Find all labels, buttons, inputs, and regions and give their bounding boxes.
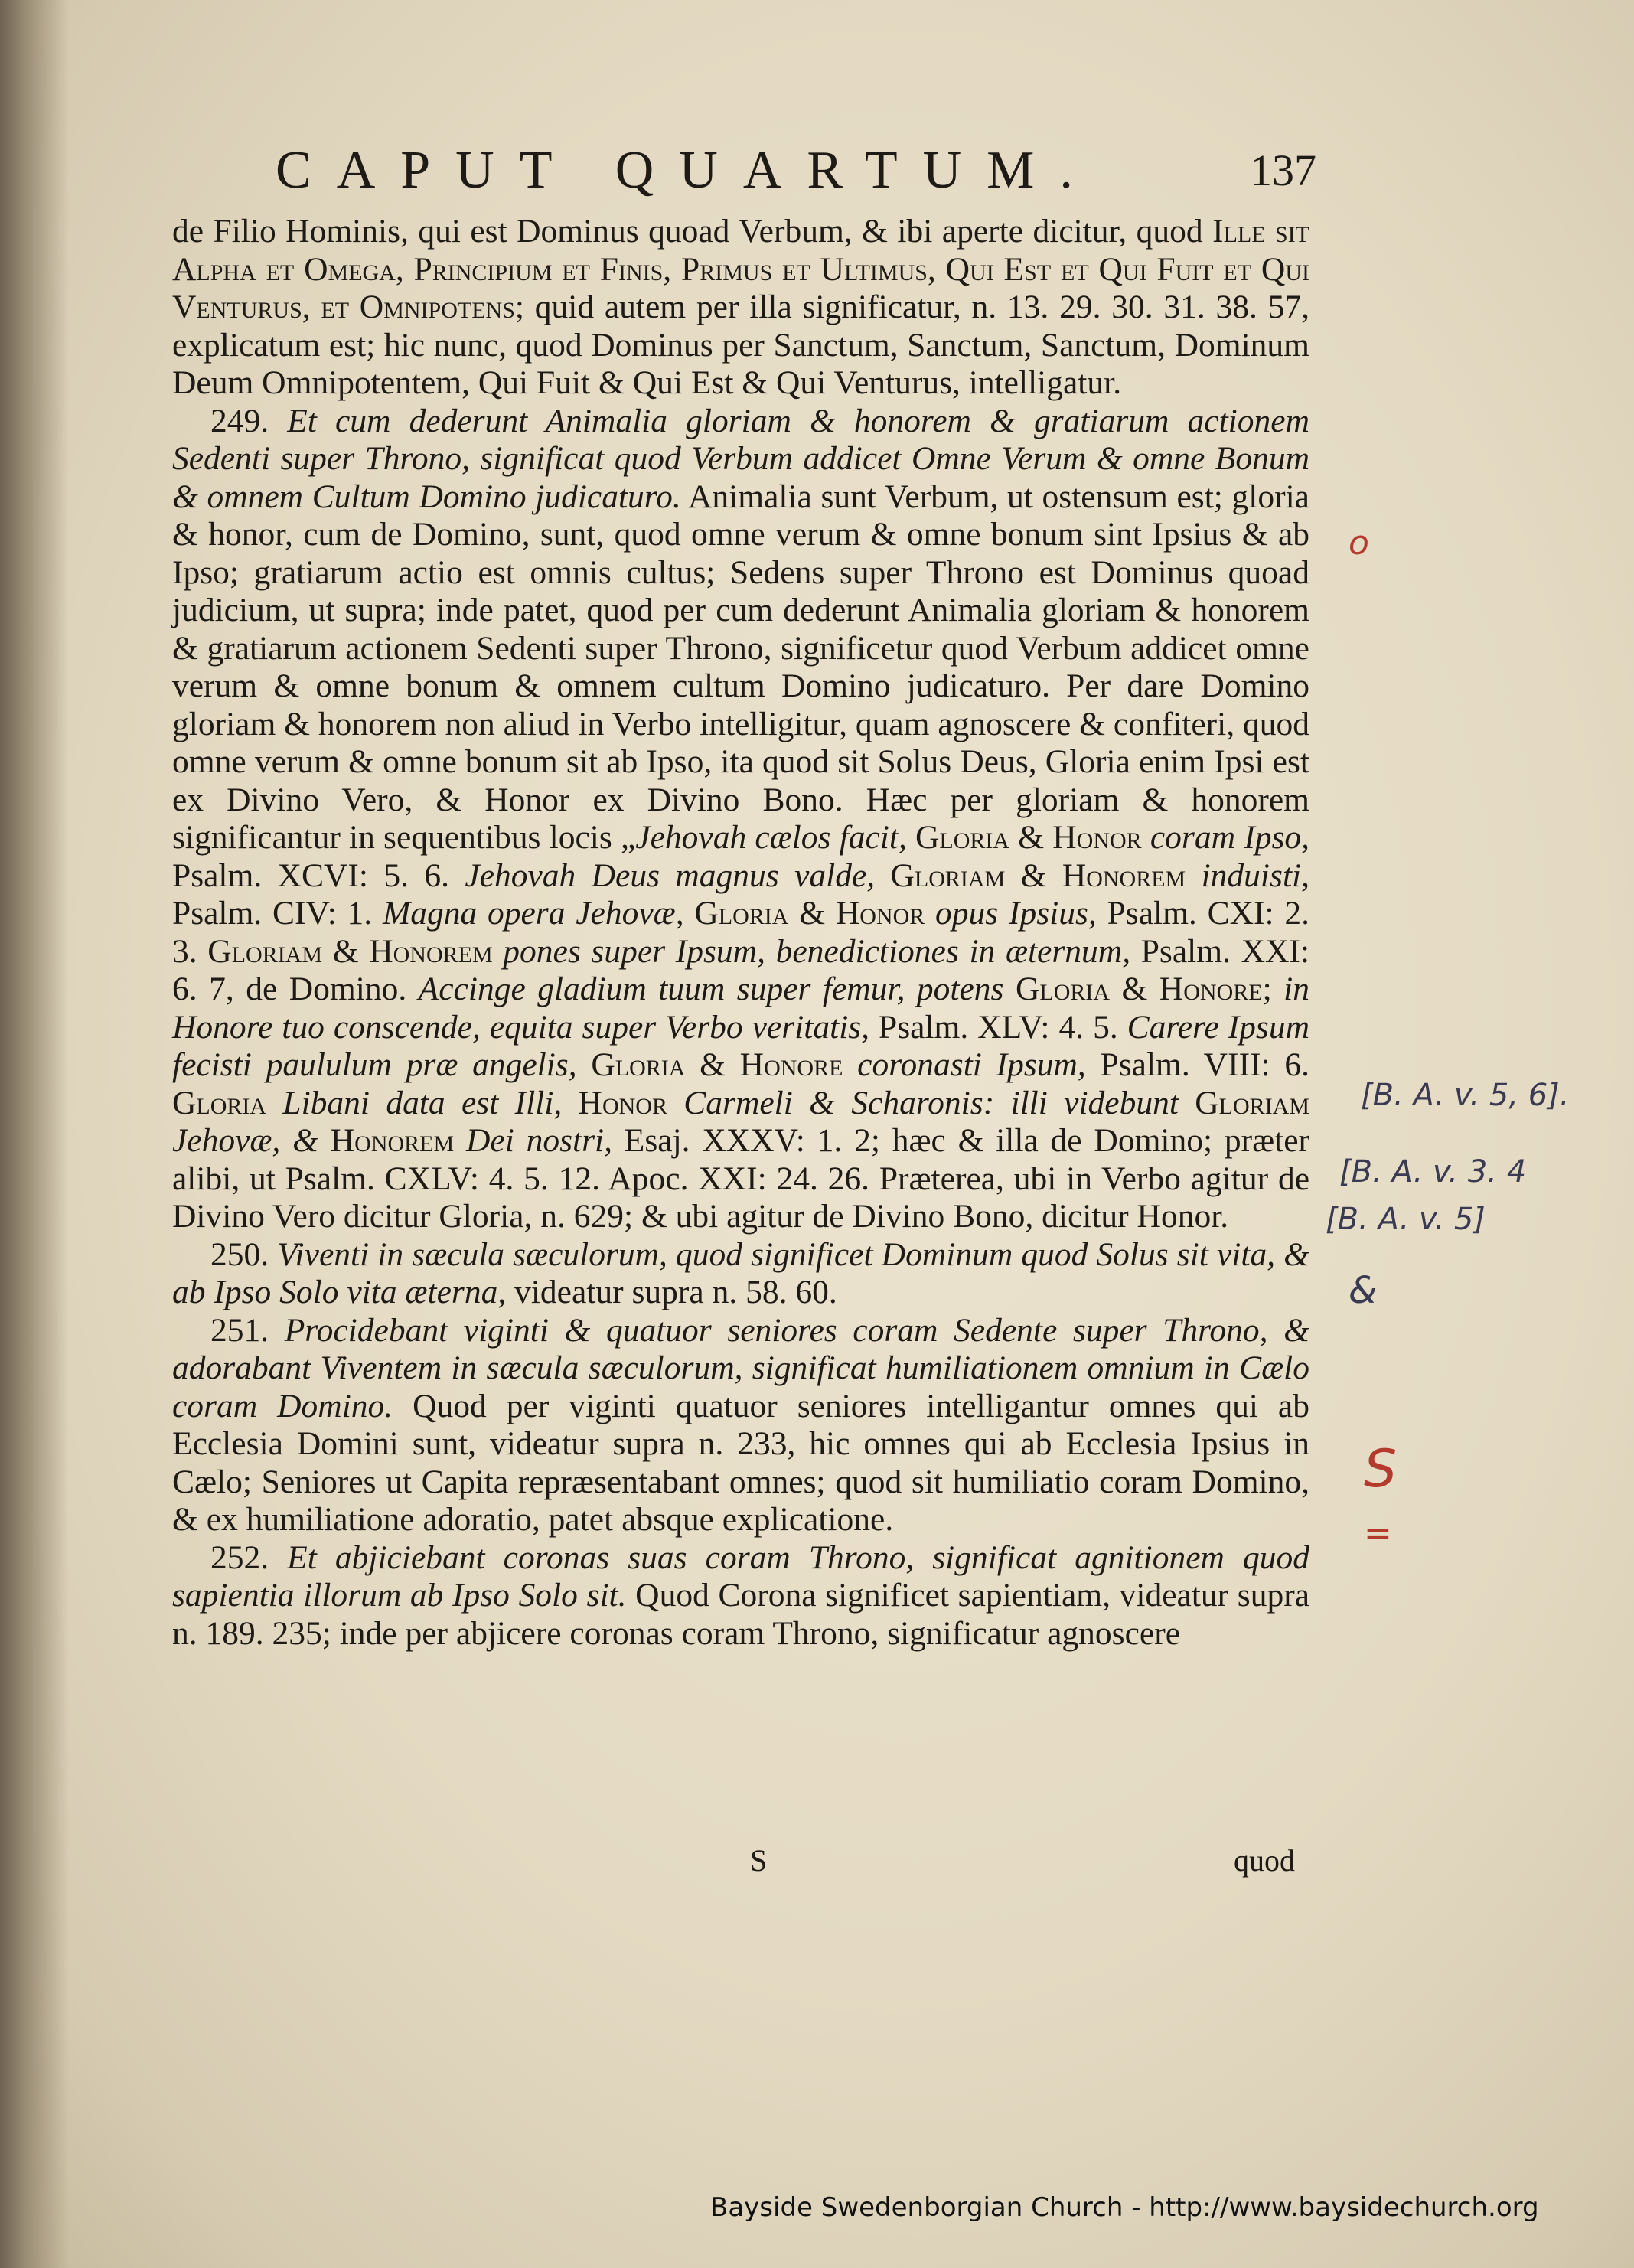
paragraph-body: videatur supra n. 58. 60. [506,1274,837,1310]
smallcaps-text: Gloriam & Honorem [875,857,1202,894]
quote-text: Jehovah cælos facit, [635,819,907,856]
quote-text: Libani data est Illi, [282,1084,563,1121]
paragraph-249 [172,403,1309,1236]
smallcaps-text: Gloriam & Honorem [207,932,504,970]
margin-note-red-mark: S [1364,1439,1398,1499]
smallcaps-text: Honorem [318,1122,466,1159]
intro-text-2: ; quid autem per illa significatur, n. 13. 29. 30. 31. 38. 57, explicatum est; hic nunc, quod Dominus per Sanctum, Sanctum, Sanctum, Dominum Deum Omnipotentem, Qui Fuit & Qui Est & Qui Venturus, intelligatur. [172,289,1309,401]
quote-text: in Honore tuo conscende, equita super Verbo veritatis, [172,971,1309,1046]
smallcaps-text: Gloria & Honor [683,895,936,932]
reference-text: Psalm. XCVI: 5. 6. [172,857,465,894]
smallcaps-text: Gloria [172,1084,283,1121]
smallcaps-text: Gloria & Honore [1003,971,1263,1007]
quote-text: Jehovæ, & [172,1122,318,1159]
reference-text: Psalm. XLV: 4. 5. [869,1008,1127,1046]
margin-note-red-circle: o [1349,524,1369,563]
paragraph-heading: Viventi in sæcula sæculorum, quod significet Dominum quod Solus sit vita, & ab Ipso Solo vita æterna, [172,1235,1310,1310]
paragraph-250 [172,1236,1309,1312]
paragraph-number: 249. [210,402,269,439]
reference-text: Psalm. CIV: 1. [172,895,383,932]
smallcaps-text: Gloria & Honor [906,819,1150,856]
margin-note-ref-1: [B. A. v. 5, 6]. [1361,1078,1570,1113]
quote-text: induisti, [1201,857,1309,894]
smallcaps-text: Gloriam [1178,1084,1309,1121]
paragraph-heading: Et cum dederunt Animalia gloriam & honorem & gratiarum actionem Sedenti super Throno, significat quod Verbum addicet Omne Verum & omne Bonum & omnem Cultum Domino judicaturo. [172,402,1309,515]
quote-text: Carere Ipsum fecisti paululum præ angelis, [172,1008,1309,1083]
smallcaps-text: Honor [562,1084,684,1121]
watermark-credit: Bayside Swedenborgian Church - http://www.baysidechurch.org [710,2192,1539,2223]
intro-text: de Filio Hominis, qui est Dominus quoad Verbum, & ibi aperte dicitur, quod [172,213,1213,250]
reference-text: Psalm. CXI: 2. 3. [172,895,1309,970]
catchword: quod [1234,1843,1295,1878]
reference-text: Psalm. XXI: 6. 7, de Domino. [172,932,1310,1007]
paragraph-number: 251. [210,1311,269,1349]
quote-text: Jehovah Deus magnus valde, [465,857,876,894]
margin-note-mark: & [1349,1269,1378,1312]
intro-smallcaps: Ille sit Alpha et Omega, Principium et Finis, Primus et Ultimus, Qui Est et Qui Fuit et Qui Venturus, et Omnipotens [172,213,1309,325]
page-header [276,136,1316,205]
quote-text: coram Ipso, [1150,819,1309,856]
quote-text: opus Ipsius, [935,895,1097,932]
paragraph-intro [172,213,1309,403]
paragraph-252 [172,1539,1309,1653]
paragraph-number: 250. [210,1235,269,1273]
reference-text: ; [1262,971,1284,1007]
body-text [172,213,1309,1653]
quote-text: Carmeli & Scharonis: illi videbunt [683,1084,1179,1121]
page-number: 137 [1250,145,1316,195]
reference-text: Esaj. XXXV: 1. 2; hæc & illa de Domino; præter alibi, ut Psalm. CXLV: 4. 5. 12. Apoc. XXI: 24. 26. Præterea, ubi in Verbo agitur de Divino Vero dicitur Gloria, n. 629; & ubi agitur de Divino Bono, dicitur Honor. [172,1122,1310,1235]
paragraph-251 [172,1312,1309,1539]
reference-text: Psalm. VIII: 6. [1085,1046,1309,1083]
binding-shadow [0,0,69,2268]
quote-text: Accinge gladium tuum super femur, potens [418,971,1004,1007]
smallcaps-text: Gloria & Honore [576,1046,858,1083]
quote-text: coronasti Ipsum, [857,1046,1086,1083]
margin-note-ref-3: [B. A. v. 5] [1326,1202,1486,1237]
quote-text: Magna opera Jehovæ, [382,895,684,932]
paragraph-number: 252. [210,1539,269,1576]
margin-note-ref-2: [B. A. v. 3. 4 [1339,1154,1527,1189]
paragraph-heading: Et abjiciebant coronas suas coram Throno, significat agnitionem quod sapientia illorum ab Ipso Solo sit. [172,1539,1309,1614]
paragraph-body: Quod Corona significet sapientiam, videatur supra n. 189. 235; inde per abjicere coronas coram Throno, significatur agnoscere [172,1577,1309,1652]
running-title: CAPUT QUARTUM. [276,141,1098,200]
paragraph-body: Animalia sunt Verbum, ut ostensum est; gloria & honor, cum de Domino, sunt, quod omne verum & omne bonum sint Ipsius & ab Ipso; gratiarum actio est omnis cultus; Sedens super Throno est Dominus quoad judicium, ut supra; inde patet, quod per cum dederunt Animalia gloriam & honorem & gratiarum actionem Sedenti super Throno, significetur quod Verbum addicet omne verum & omne bonum & omnem cultum Domino judicaturo. Per dare Domino gloriam & honorem non aliud in Verbo intelligitur, quam agnoscere & confiteri, quod omne verum & omne bonum sit ab Ipso, ita quod sit Solus Deus, Gloria enim Ipsi est ex Divino Vero, & Honor ex Divino Bono. Hæc per gloriam & honorem significantur in sequentibus locis „ [172,478,1309,856]
paragraph-body: Quod per viginti quatuor seniores intelligantur omnes qui ab Ecclesia Domini sunt, videatur supra n. 233, hic omnes qui ab Ecclesia Ipsius in Cælo; Seniores ut Capita repræsentabant omnes; quod sit humiliatio coram Domino, & ex humiliatione adoratio, patet absque explicatione. [172,1387,1309,1538]
signature-mark: S [750,1843,768,1878]
quote-text: Dei nostri, [465,1122,612,1159]
quote-text: pones super Ipsum, benedictiones in æternum, [503,932,1131,970]
paragraph-heading: Procidebant viginti & quatuor seniores coram Sedente super Throno, & adorabant Viventem in sæcula sæculorum, significat humiliationem omnium in Cælo coram Domino. [172,1311,1309,1424]
margin-note-red-mark-2: = [1364,1514,1392,1553]
